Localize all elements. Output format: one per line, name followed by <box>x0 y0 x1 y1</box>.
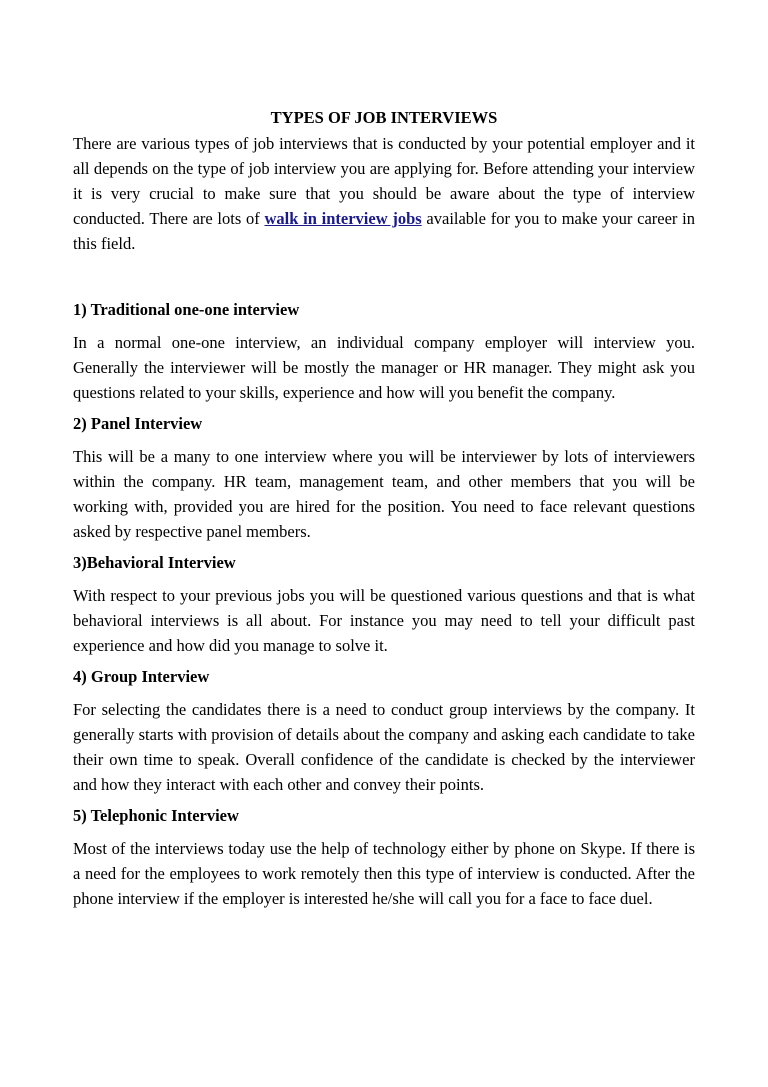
section-heading: 2) Panel Interview <box>73 414 203 433</box>
section-text: With respect to your previous jobs you will be questioned various questions and that is what behavioral interviews is all about. For instance you may need to tell your difficult past experience and how did you manage to solve it. <box>73 586 695 655</box>
section-heading: 1) Traditional one-one interview <box>73 300 300 319</box>
spacer <box>73 256 695 298</box>
section-heading: 5) Telephonic Interview <box>73 806 239 825</box>
section-traditional-interview <box>73 298 695 405</box>
section-heading: 3)Behavioral Interview <box>73 553 236 572</box>
section-text: This will be a many to one interview where you will be interviewer by lots of interviewers within the company. HR team, management team, and other members that you will be working with, provided you are hired for the position. You need to face relevant questions asked by respective panel members. <box>73 447 695 541</box>
section-text: Most of the interviews today use the help of technology either by phone on Skype. If there is a need for the employees to work remotely then this type of interview is conducted. After the phone interview if the employer is interested he/she will call you for a face to face duel. <box>73 839 695 908</box>
section-telephonic-interview <box>73 804 695 911</box>
section-group-interview <box>73 665 695 797</box>
section-heading: 4) Group Interview <box>73 667 210 686</box>
walk-in-interview-jobs-link[interactable]: walk in interview jobs <box>264 209 422 228</box>
section-panel-interview <box>73 412 695 544</box>
section-text: In a normal one-one interview, an individual company employer will interview you. Generally the interviewer will be mostly the manager or HR manager. They might ask you questions related to your skills, experience and how will you benefit the company. <box>73 333 695 402</box>
section-behavioral-interview <box>73 551 695 658</box>
document-title: TYPES OF JOB INTERVIEWS <box>270 108 498 127</box>
intro-paragraph <box>73 131 695 256</box>
section-text: For selecting the candidates there is a need to conduct group interviews by the company. It generally starts with provision of details about the company and asking each candidate to take their own time to speak. Overall confidence of the candidate is checked by the interviewer and how they interact with each other and convey their points. <box>73 700 695 794</box>
document-page <box>73 106 695 911</box>
intro-text-before-link: There are various types of job interviews that is conducted by your potential employer and it all depends on the type of job interview you are applying for. Before attending your interview it is very crucial to make sure that you should be aware about the type of interview conducted. There are lots of <box>73 134 695 228</box>
intro-text-after-link: available for you to make your career in this field. <box>73 209 695 253</box>
